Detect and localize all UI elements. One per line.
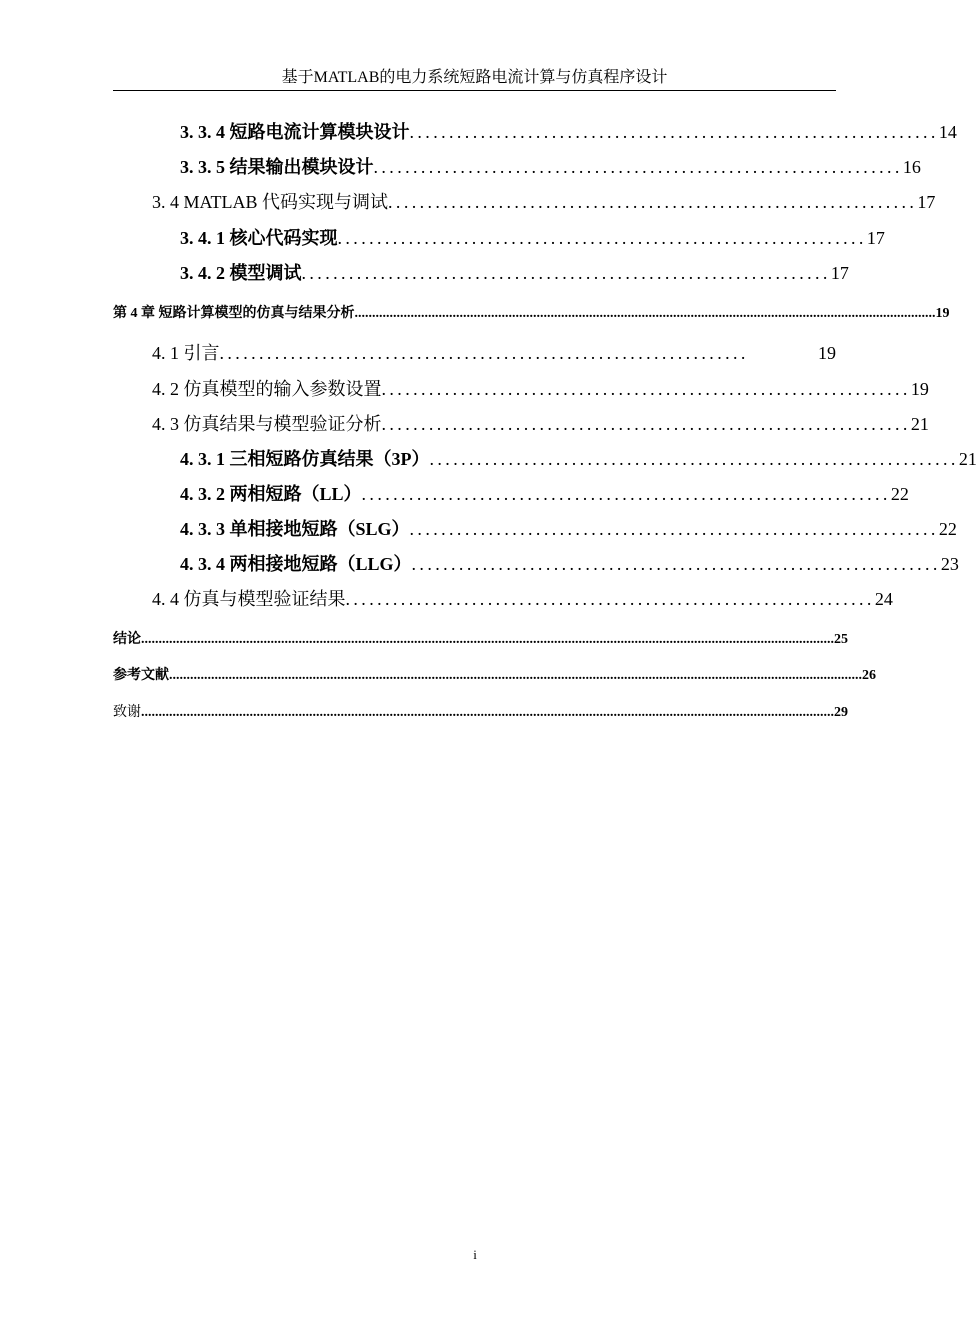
toc-entry-label: 3. 3. 4 短路电流计算模块设计 — [180, 122, 410, 142]
toc-entry-label: 4. 2 仿真模型的输入参数设置 — [152, 379, 382, 399]
toc-page-number: 17 — [866, 228, 885, 248]
toc-page-number: 24 — [874, 589, 893, 609]
toc-entry-label: 3. 3. 5 结果输出模块设计 — [180, 157, 374, 177]
toc-entry-label: 致谢 — [113, 705, 141, 720]
toc-dot-leader: ...................................................................................................................................................................................................... — [169, 668, 862, 683]
toc-entry[interactable] — [113, 224, 885, 250]
toc-page-number: 21 — [910, 414, 929, 434]
toc-dot-leader: ................................................................... — [409, 122, 939, 142]
header-rule — [113, 90, 836, 91]
toc-page-number: 17 — [830, 263, 849, 283]
toc-entry[interactable] — [113, 259, 849, 285]
toc-entry[interactable] — [113, 628, 848, 648]
toc-entry-label: 3. 4. 2 模型调试 — [180, 263, 302, 283]
toc-dot-leader: ................................................................... — [345, 589, 875, 609]
toc-entry-label: 4. 1 引言 — [152, 343, 220, 363]
toc-page-number: 26 — [862, 668, 876, 683]
toc-dot-leader: ................................................................... — [388, 192, 918, 212]
toc-page-number: 21 — [958, 449, 977, 469]
toc-page-number: 22 — [938, 519, 957, 539]
toc-entry[interactable] — [113, 480, 909, 506]
toc-page-number: 14 — [938, 122, 957, 142]
toc-entry[interactable] — [113, 118, 957, 144]
toc-page-number: 19 — [910, 379, 929, 399]
toc-entry[interactable] — [113, 375, 929, 401]
toc-dot-leader: ................................................................... — [301, 263, 831, 283]
running-header: 基于MATLAB的电力系统短路电流计算与仿真程序设计 — [281, 69, 668, 86]
toc-dot-leader: ................................................................... — [337, 228, 867, 248]
toc-entry-label: 4. 3. 2 两相短路（LL） — [180, 484, 362, 504]
toc-dot-leader: ................................................................... — [361, 484, 891, 504]
toc-entry[interactable] — [113, 550, 959, 576]
page-number-footer: i — [473, 1247, 477, 1262]
toc-entry[interactable] — [113, 302, 950, 322]
toc-entry-label: 4. 3. 1 三相短路仿真结果（3P） — [180, 449, 430, 469]
toc-entry-label: 4. 3. 4 两相接地短路（LLG） — [180, 554, 412, 574]
toc-dot-leader: ...................................................................................................................................................................... — [354, 306, 936, 321]
toc-page-number: 25 — [834, 632, 848, 647]
toc-entry[interactable] — [113, 701, 848, 721]
toc-dot-leader: ................................................................... — [409, 519, 939, 539]
toc-page-number: 17 — [917, 192, 936, 212]
toc-entry-label: 4. 3. 3 单相接地短路（SLG） — [180, 519, 410, 539]
toc-entry-label: 4. 3 仿真结果与模型验证分析 — [152, 414, 382, 434]
toc-dot-leader: ................................................................... — [411, 554, 941, 574]
toc-dot-leader: ................................................................... — [381, 414, 911, 434]
toc-entry[interactable] — [113, 153, 921, 179]
toc-entry-label: 3. 4. 1 核心代码实现 — [180, 228, 338, 248]
toc-entry[interactable] — [113, 585, 893, 611]
toc-page-number: 29 — [834, 705, 848, 720]
toc-entry[interactable] — [113, 339, 836, 365]
toc-entry[interactable] — [113, 410, 929, 436]
toc-dot-leader: ................................................................... — [429, 449, 959, 469]
toc-entry-label: 第 4 章 短路计算模型的仿真与结果分析 — [113, 306, 355, 321]
toc-dot-leader: ................................................................... — [373, 157, 903, 177]
toc-dot-leader: ................................................................... — [219, 343, 749, 363]
toc-entry-label: 3. 4 MATLAB 代码实现与调试 — [152, 192, 389, 212]
toc-page-number: 19 — [935, 306, 950, 321]
toc-dot-leader: ................................................................... — [381, 379, 911, 399]
toc-entry[interactable] — [113, 664, 876, 684]
toc-dot-leader: ...................................................................................................................................................................................................... — [141, 705, 834, 720]
toc-entry-label: 参考文献 — [113, 668, 169, 683]
toc-page-number: 22 — [890, 484, 909, 504]
toc-entry[interactable] — [113, 515, 957, 541]
toc-page-number: 19 — [818, 343, 836, 363]
toc-page-number: 16 — [902, 157, 921, 177]
toc-page-number: 23 — [940, 554, 959, 574]
toc-entry-label: 结论 — [113, 632, 141, 647]
toc-dot-leader: ...................................................................................................................................................................................................... — [141, 632, 834, 647]
toc-entry[interactable] — [113, 445, 977, 471]
toc-entry[interactable] — [113, 188, 936, 214]
toc-entry-label: 4. 4 仿真与模型验证结果 — [152, 589, 346, 609]
